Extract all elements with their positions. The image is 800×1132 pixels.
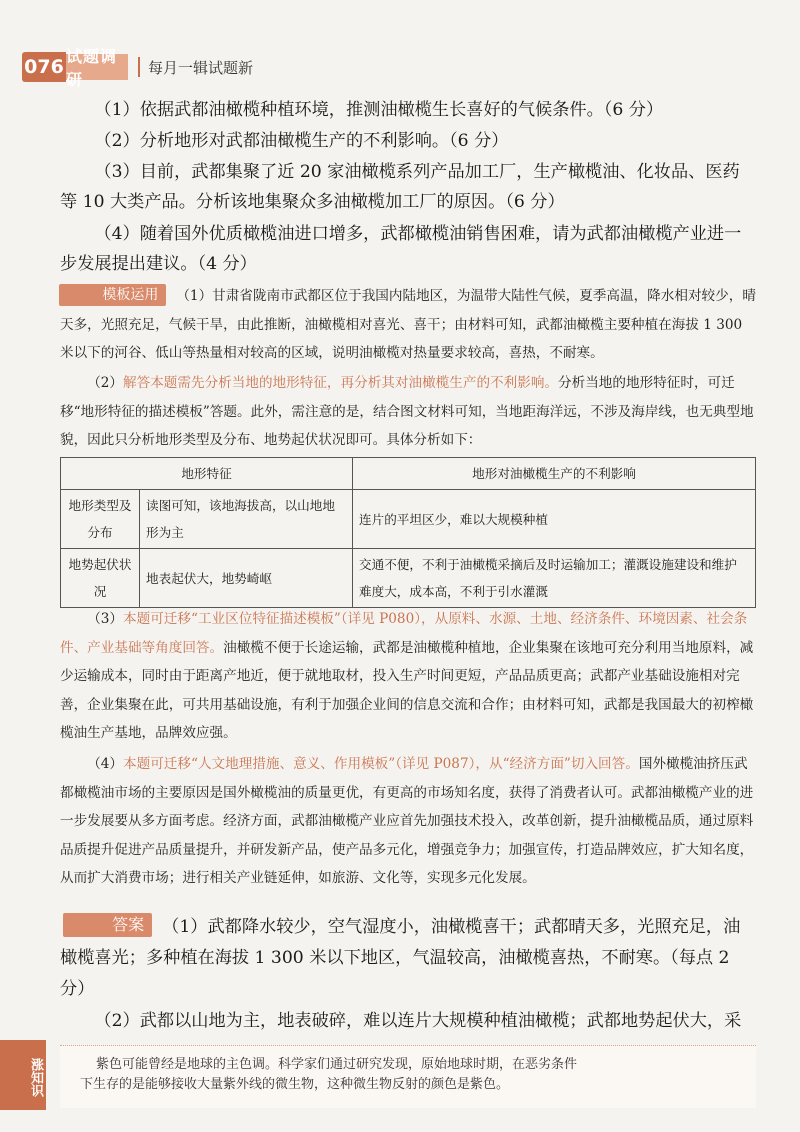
answer-tag: 答案	[63, 913, 152, 937]
question-4: （4）随着国外优质橄榄油进口增多，武都橄榄油销售困难，请为武都油橄榄产业进一步发展提出建议。（4 分）	[60, 224, 742, 274]
question-2: （2）分析地形对武都油橄榄生产的不利影响。（6 分）	[94, 131, 509, 151]
answer-1-text: （1）武都降水较少，空气湿度小，油橄榄喜干；武都晴天多，光照充足，油橄榄喜光；多种植在海拔 1 300 米以下地区，气温较高，油橄榄喜热，不耐寒。（每点 2 分）	[60, 917, 741, 999]
table-cell-feature: 读图可知，该地海拔高，以山地地形为主	[140, 490, 353, 549]
template-tag: 模板运用	[59, 284, 166, 306]
a4-rest: 国外橄榄油挤压武都橄榄油市场的主要原因是国外橄榄油的质量更优，有更高的市场知名度，获得了消费者认可。武都油橄榄产业的进一步发展要从多方面考虑。经济方面，武都油橄榄产业应首先加强技术投入，改革创新，提升油橄榄品质，通过原料品质提升促进产品质量提升，并研发新产品，使产品多元化，增强竞争力；加强宣传，打造品牌效应，扩大知名度，从而扩大消费市场；进行相关产业链延伸，如旅游、文化等，实现多元化发展。	[60, 756, 754, 886]
a4-num: （4）	[87, 756, 124, 772]
a2-highlight: 解答本题需先分析当地的地形特征，再分析其对油橄榄生产的不利影响。	[123, 375, 559, 391]
a3-num: （3）	[87, 611, 124, 627]
template-answer-4	[60, 750, 756, 893]
a3-rest: 油橄榄不便于长途运输，武都是油橄榄种植地，企业集聚在该地可充分利用当地原料，减少运输成本，同时由于距离产地近，便于就地取材，投入生产时间更短，产品品质更高；武都产业基础设施相对完善，企业集聚在此，可共用基础设施，有利于加强企业间的信息交流和合作；由材料可知，武都是我国最大的初榨橄榄油生产基地，品牌效应强。	[60, 639, 754, 741]
table-header: 地形特征	[61, 458, 353, 490]
answer-1	[60, 912, 756, 1005]
table-cell-impact: 连片的平坦区少，难以大规模种植	[353, 490, 756, 549]
table-cell-impact: 交通不便，不利于油橄榄采摘后及时运输加工；灌溉设施建设和维护难度大，成本高，不利于引水灌溉	[353, 549, 756, 608]
question-1: （1）依据武都油橄榄种植环境，推测油橄榄生长喜好的气候条件。（6 分）	[94, 100, 664, 120]
template-answer-3	[60, 605, 756, 748]
table-header-row	[61, 458, 756, 490]
a4-highlight: 本题可迁移“人文地理措施、意义、作用模板”（详见 P087），从“经济方面”切入回答。	[123, 756, 639, 772]
column-title: 试题调研	[66, 54, 128, 80]
a2-num: （2）	[87, 375, 124, 391]
page-header	[22, 47, 254, 89]
template-answer-2	[60, 369, 756, 455]
page-number: 076	[22, 52, 66, 82]
footer-line-2: 下生存的是能够接收大量紫外线的微生物，这种微生物反射的颜色是紫色。	[80, 1077, 510, 1092]
table-row	[61, 490, 756, 549]
template-answer-1	[60, 282, 756, 368]
table-cell-label: 地形类型及分布	[61, 490, 140, 549]
answer-2: （2）武都以山地为主，地表破碎，难以连片大规模种植油橄榄；武都地势起伏大，采	[94, 1011, 742, 1031]
header-divider	[138, 57, 140, 77]
table-cell-feature: 地表起伏大，地势崎岖	[140, 549, 353, 608]
table-cell-label: 地势起伏状况	[61, 549, 140, 608]
template-a1-text: （1）甘肃省陇南市武都区位于我国内陆地区，为温带大陆性气候，夏季高温，降水相对较少，晴天多，光照充足，气候干旱，由此推断，油橄榄相对喜光、喜干；由材料可知，武都油橄榄主要种植在海拔 1 300 米以下的河谷、低山等热量相对较高的区域，说明油橄榄对热量要求较高，喜热，不耐寒。	[60, 288, 756, 361]
footer-logo: 涨知识	[0, 1040, 46, 1110]
table-row	[61, 549, 756, 608]
a3-highlight: 本题可迁移“工业区位特征描述模板”（详见 P080），从原料、水源、土地、经济条件、环境因素、社会条件、产业基础等角度回答。	[60, 611, 748, 656]
table-header: 地形对油橄榄生产的不利影响	[353, 458, 756, 490]
header-subtitle: 每月一辑试题新	[148, 58, 254, 77]
footer-line-1: 紫色可能曾经是地球的主色调。科学家们通过研究发现，原始地球时期，在恶劣条件	[96, 1057, 578, 1072]
terrain-table	[60, 457, 756, 608]
question-3: （3）目前，武都集聚了近 20 家油橄榄系列产品加工厂，生产橄榄油、化妆品、医药等 10 大类产品。分析该地集聚众多油橄榄加工厂的原因。（6 分）	[60, 162, 740, 212]
footer-trivia	[80, 1055, 726, 1095]
a2-rest: 分析当地的地形特征时，可迁移“地形特征的描述模板”答题。此外，需注意的是，结合图文材料可知，当地距海洋远，不涉及海岸线，也无典型地貌，因此只分析地形类型及分布、地势起伏状况即可。具体分析如下：	[60, 375, 754, 448]
